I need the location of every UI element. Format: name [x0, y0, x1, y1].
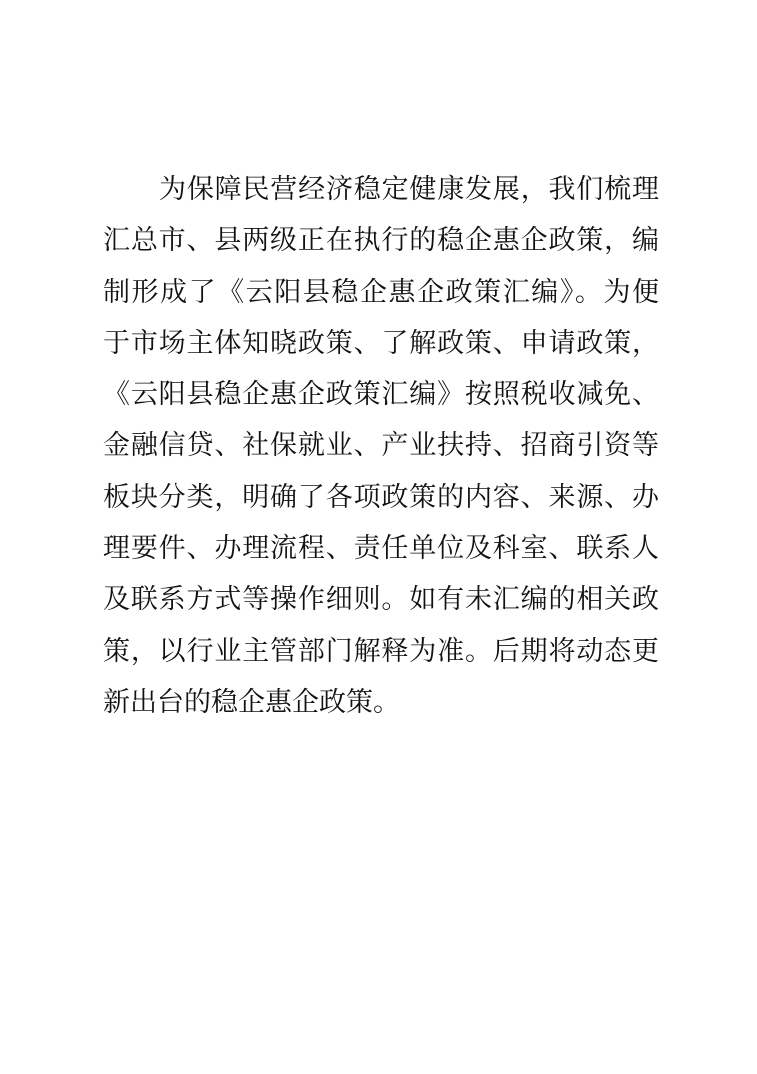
paragraph-line: 理要件、办理流程、责任单位及科室、联系人 [103, 533, 659, 565]
paragraph-line: 《云阳县稳企惠企政策汇编》按照税收减免、 [103, 379, 659, 411]
paragraph-line: 及联系方式等操作细则。如有未汇编的相关政 [103, 584, 659, 616]
paragraph-line: 汇总市、县两级正在执行的稳企惠企政策，编 [103, 225, 659, 257]
paragraph-line: 为保障民营经济稳定健康发展，我们梳理 [159, 174, 659, 205]
paragraph-line: 新出台的稳企惠企政策。 [103, 686, 400, 718]
paragraph-line: 制形成了《云阳县稳企惠企政策汇编》。为便 [103, 276, 659, 308]
paragraph-line: 策，以行业主管部门解释为准。后期将动态更 [103, 635, 659, 667]
paragraph-line: 于市场主体知晓政策、了解政策、申请政策， [103, 327, 659, 359]
paragraph-line: 金融信贷、社保就业、产业扶持、招商引资等 [103, 430, 659, 462]
body-paragraph [103, 164, 659, 728]
paragraph-line: 板块分类，明确了各项政策的内容、来源、办 [103, 481, 659, 513]
